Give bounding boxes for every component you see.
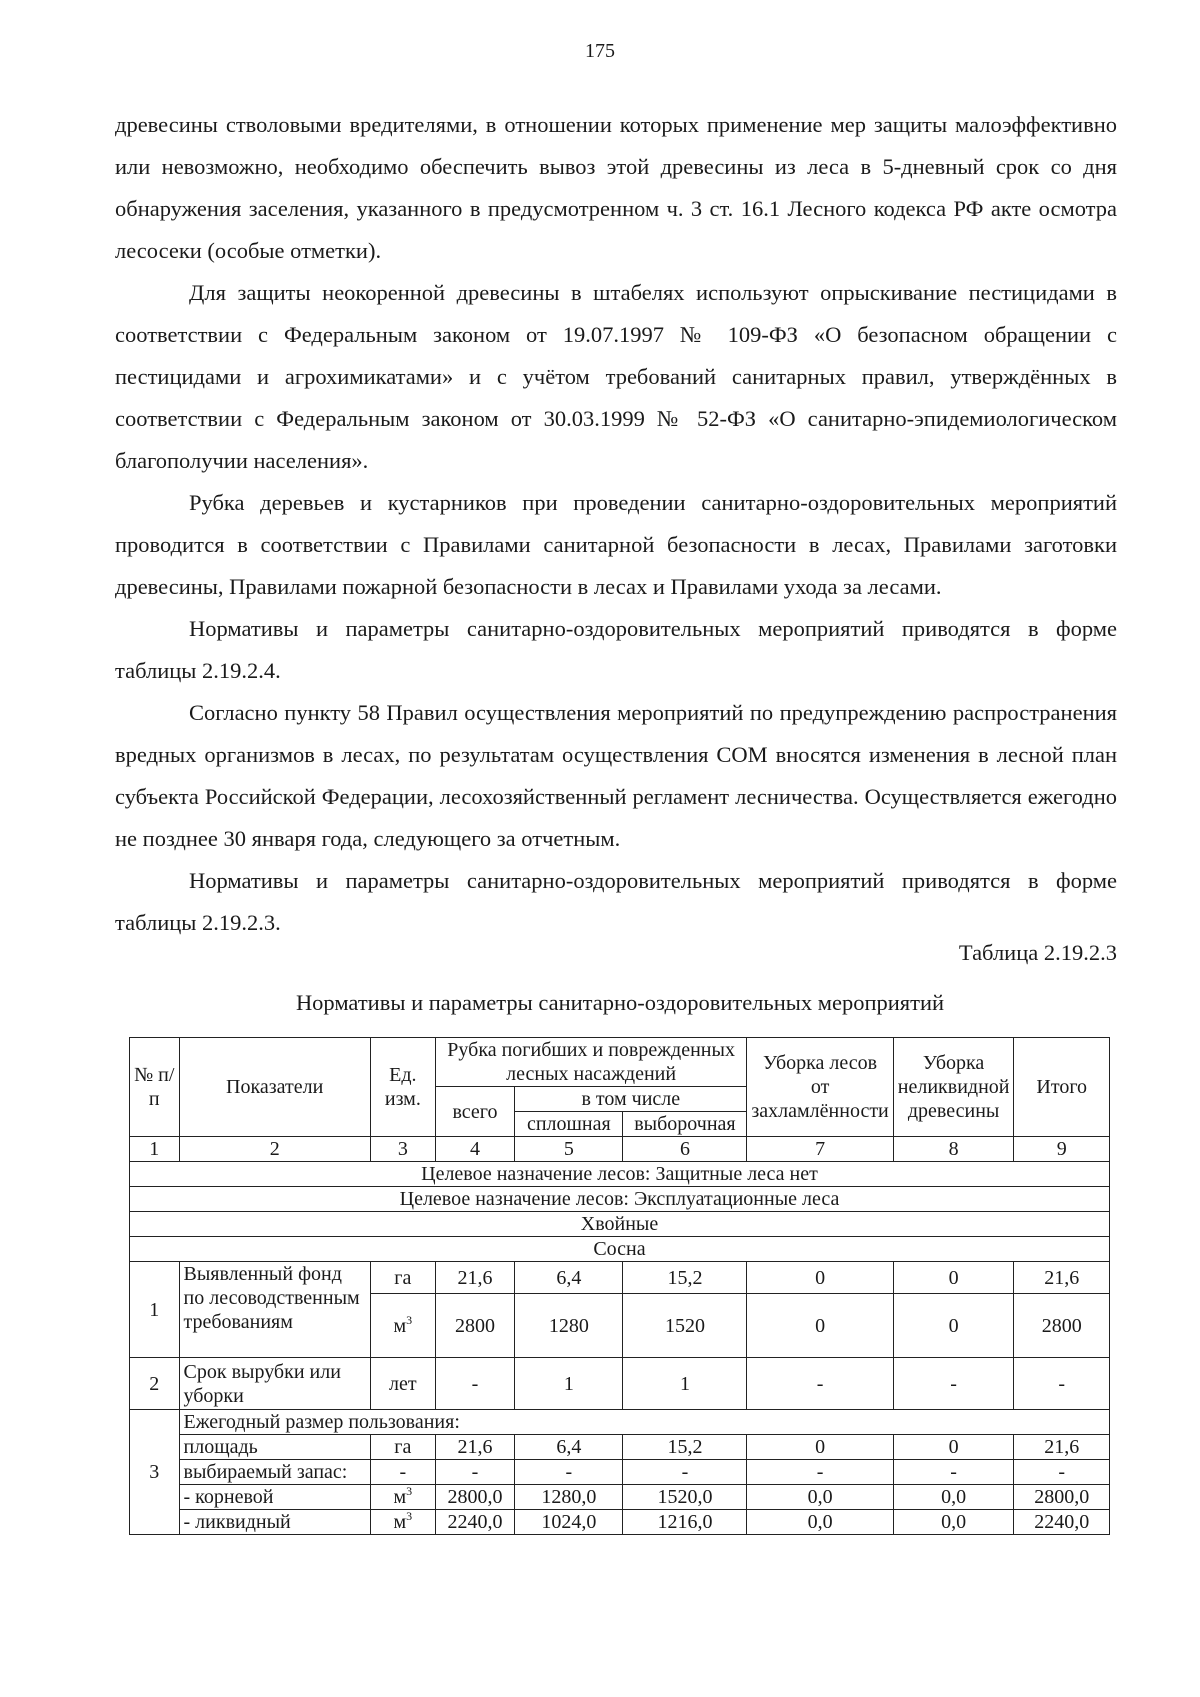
header-clear: сплошная (515, 1112, 623, 1137)
cell: 0 (747, 1262, 893, 1294)
cell: 6,4 (515, 1435, 623, 1460)
cell: - (893, 1460, 1014, 1485)
cell: 2800 (435, 1294, 514, 1358)
col-num: 7 (747, 1137, 893, 1162)
col-num: 3 (370, 1137, 435, 1162)
col-num: 8 (893, 1137, 1014, 1162)
header-total-felling: всего (435, 1087, 514, 1137)
header-total: Итого (1014, 1038, 1110, 1137)
col-num: 6 (623, 1137, 747, 1162)
cell: га (370, 1435, 435, 1460)
cell: 1520 (623, 1294, 747, 1358)
row2-unit: лет (370, 1358, 435, 1410)
col-num: 2 (179, 1137, 370, 1162)
cell: 6,4 (515, 1262, 623, 1294)
table-row (130, 1510, 1110, 1535)
cell: 0,0 (893, 1485, 1014, 1510)
cell: 1280,0 (515, 1485, 623, 1510)
row3-area-label: площадь (179, 1435, 370, 1460)
row1-indicator: Выявленный фонд по лесоводственным требованиям (179, 1262, 370, 1358)
page-number: 175 (585, 40, 615, 62)
header-including: в том числе (515, 1087, 747, 1112)
col-num: 1 (130, 1137, 180, 1162)
cell: 1024,0 (515, 1510, 623, 1535)
cell: 0,0 (747, 1485, 893, 1510)
table-row (130, 1262, 1110, 1294)
cell: - (747, 1358, 893, 1410)
cell: 21,6 (1014, 1262, 1110, 1294)
cell: 1 (623, 1358, 747, 1410)
paragraph-6: Нормативы и параметры санитарно-оздоровительных мероприятий приводятся в форме таблицы 2.19.2.3. (115, 868, 1117, 935)
paragraph-1: древесины стволовыми вредителями, в отношении которых применение мер защиты малоэффективно или невозможно, необходимо обеспечить вывоз этой древесины из леса в 5-дневный срок со дня обнаружения заселения, указанного в предусмотренном ч. 3 ст. 16.1 Лесного кодекса РФ акте осмотра лесосеки (особые отметки). (115, 112, 1117, 263)
cell: 21,6 (435, 1262, 514, 1294)
row1-num: 1 (130, 1262, 180, 1358)
cell: 21,6 (1014, 1435, 1110, 1460)
cell: - (435, 1358, 514, 1410)
cell: 2240,0 (435, 1510, 514, 1535)
cell: 1 (515, 1358, 623, 1410)
header-row-1 (130, 1038, 1110, 1087)
cell: 0 (893, 1435, 1014, 1460)
cell: - (435, 1460, 514, 1485)
cell: - (893, 1358, 1014, 1410)
table-row (130, 1485, 1110, 1510)
row3-liquid-label: - ликвидный (179, 1510, 370, 1535)
row3-stock-label: выбираемый запас: (179, 1460, 370, 1485)
cell: 21,6 (435, 1435, 514, 1460)
header-unit: Ед. изм. (370, 1038, 435, 1137)
cell: 2240,0 (1014, 1510, 1110, 1535)
header-felling: Рубка погибших и поврежденных лесных насаждений (435, 1038, 747, 1087)
row2-num: 2 (130, 1358, 180, 1410)
section-coniferous: Хвойные (130, 1212, 1110, 1237)
cell: $м^3$ (370, 1510, 435, 1535)
cell: - (1014, 1460, 1110, 1485)
norms-table (129, 1037, 1110, 1535)
cell: 2800,0 (435, 1485, 514, 1510)
row1-unit-ha: га (370, 1262, 435, 1294)
cell: 0,0 (747, 1510, 893, 1535)
header-num: № п/п (130, 1038, 180, 1137)
cell: 2800,0 (1014, 1485, 1110, 1510)
paragraph-2: Для защиты неокоренной древесины в штабелях используют опрыскивание пестицидами в соответствии с Федеральным законом от 19.07.1997 № 109-ФЗ «О безопасном обращении с пестицидами и агрохимикатами» и с учётом требований санитарных правил, утверждённых в соответствии с Федеральным законом от 30.03.1999 № 52-ФЗ «О санитарно-эпидемиологическом благополучии населения». (115, 280, 1117, 473)
cell: 1216,0 (623, 1510, 747, 1535)
cell: 0 (747, 1435, 893, 1460)
paragraph-4: Нормативы и параметры санитарно-оздоровительных мероприятий приводятся в форме таблицы 2.19.2.4. (115, 616, 1117, 683)
table-row (130, 1435, 1110, 1460)
cell: - (623, 1460, 747, 1485)
paragraph-5: Согласно пункту 58 Правил осуществления мероприятий по предупреждению распространения вредных организмов в лесах, по результатам осуществления СОМ вносятся изменения в лесной план субъекта Российской Федерации, лесохозяйственный регламент лесничества. Осуществляется ежегодно не позднее 30 января года, следующего за отчетным. (115, 700, 1117, 851)
section-protective: Целевое назначение лесов: Защитные леса нет (130, 1162, 1110, 1187)
cell: - (370, 1460, 435, 1485)
col-num: 4 (435, 1137, 514, 1162)
body-text (115, 104, 1117, 944)
cell: 0,0 (893, 1510, 1014, 1535)
section-operational: Целевое назначение лесов: Эксплуатационные леса (130, 1187, 1110, 1212)
table-row (130, 1460, 1110, 1485)
cell: 0 (893, 1294, 1014, 1358)
row1-unit-m3: $м^3$ (370, 1294, 435, 1358)
cell: 0 (747, 1294, 893, 1358)
cell: 2800 (1014, 1294, 1110, 1358)
row3-num: 3 (130, 1410, 180, 1535)
header-cleanup: Уборка лесов от захламлённости (747, 1038, 893, 1137)
table-number-label: Таблица 2.19.2.3 (958, 940, 1117, 965)
cell: 0 (893, 1262, 1014, 1294)
cell: 15,2 (623, 1262, 747, 1294)
table-row (130, 1410, 1110, 1435)
section-pine: Сосна (130, 1237, 1110, 1262)
cell: 15,2 (623, 1435, 747, 1460)
row2-indicator: Срок вырубки или уборки (179, 1358, 370, 1410)
table-title: Нормативы и параметры санитарно-оздоровительных мероприятий (295, 990, 945, 1015)
cell: - (515, 1460, 623, 1485)
col-num: 5 (515, 1137, 623, 1162)
cell: 1520,0 (623, 1485, 747, 1510)
row3-root-label: - корневой (179, 1485, 370, 1510)
header-indicator: Показатели (179, 1038, 370, 1137)
cell: 1280 (515, 1294, 623, 1358)
row3-header: Ежегодный размер пользования: (179, 1410, 1109, 1435)
paragraph-3: Рубка деревьев и кустарников при проведении санитарно-оздоровительных мероприятий проводится в соответствии с Правилами санитарной безопасности в лесах, Правилами заготовки древесины, Правилами пожарной безопасности в лесах и Правилами ухода за лесами. (115, 490, 1117, 599)
table-row (130, 1358, 1110, 1410)
cell: - (1014, 1358, 1110, 1410)
column-number-row (130, 1137, 1110, 1162)
col-num: 9 (1014, 1137, 1110, 1162)
cell: $м^3$ (370, 1485, 435, 1510)
cell: - (747, 1460, 893, 1485)
header-selective: выборочная (623, 1112, 747, 1137)
header-illiquid: Уборка неликвидной древесины (893, 1038, 1014, 1137)
